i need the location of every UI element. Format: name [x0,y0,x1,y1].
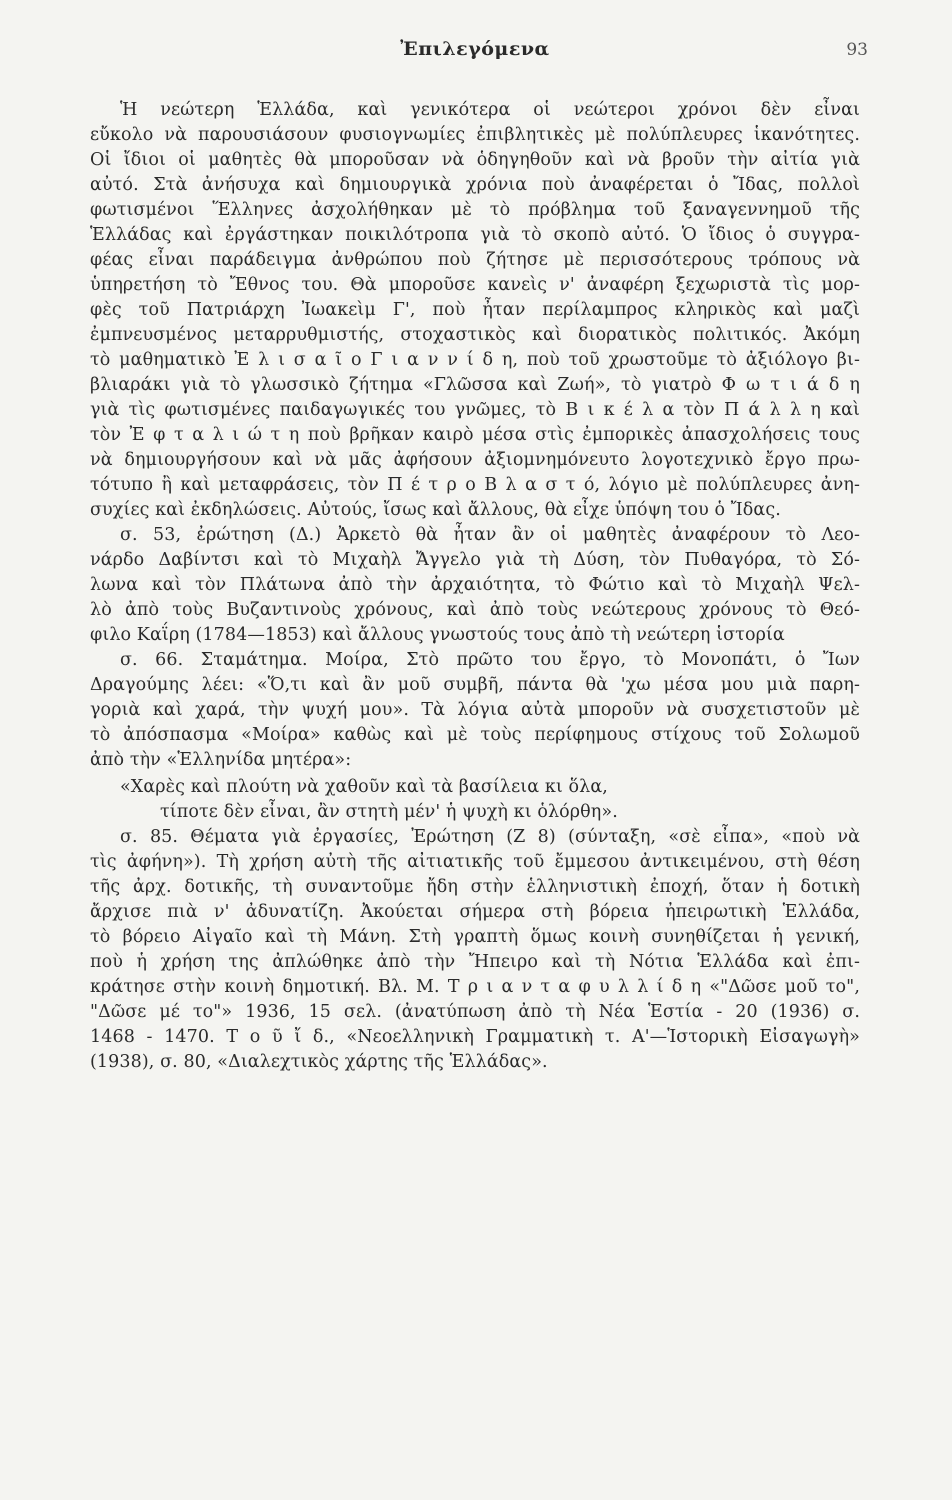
text-line: φέας εἶναι παράδειγμα ἀνθρώπου ποὺ ζήτησε μὲ περισσότερους τρόπους νὰ [90,250,860,270]
text-line: "Δῶσε μέ το"» 1936, 15 σελ. (ἀνατύπωση ἀπὸ τὴ Νέα Ἑστία - 20 (1936) σ. [90,1002,860,1022]
text-line: συχίες καὶ ἐκδηλώσεις. Αὐτούς, ἴσως καὶ ἄλλους, θὰ εἶχε ὑπόψη του ὁ Ἴδας. [90,500,781,520]
text-line: λωνα καὶ τὸν Πλάτωνα ἀπὸ τὴν ἀρχαιότητα, τὸ Φώτιο καὶ τὸ Μιχαὴλ Ψελ- [90,575,860,595]
text-line: Οἱ ἴδιοι οἱ μαθητὲς θὰ μποροῦσαν νὰ ὁδηγηθοῦν καὶ νὰ βροῦν τὴν αἰτία γιὰ [90,150,860,170]
text-line: τὸ βόρειο Αἰγαῖο καὶ τὴ Μάνη. Στὴ γραπτὴ ὅμως κοινὴ συνηθίζεται ἡ γενική, [90,927,860,947]
text-line: φὲς τοῦ Πατριάρχη Ἰωακεὶμ Γ', ποὺ ἦταν περίλαμπρος κληρικὸς καὶ μαζὶ [90,300,860,320]
text-line: βλιαράκι γιὰ τὸ γλωσσικὸ ζήτημα «Γλῶσσα καὶ Ζωή», τὸ γιατρὸ Φ ω τ ι ά δ η [90,375,860,395]
text-line: τὸ ἀπόσπασμα «Μοίρα» καθὼς καὶ μὲ τοὺς περίφημους στίχους τοῦ Σολωμοῦ [90,725,860,745]
verse-line: «Χαρὲς καὶ πλούτη νὰ χαθοῦν καὶ τὰ βασίλεια κι ὅλα, [120,777,608,797]
verse-line: τίποτε δὲν εἶναι, ἂν στητὴ μέν' ἡ ψυχὴ κι ὁλόρθη». [160,802,618,822]
text-line: αὐτό. Στὰ ἀνήσυχα καὶ δημιουργικὰ χρόνια ποὺ ἀναφέρεται ὁ Ἴδας, πολλοὶ [90,175,860,195]
text-line: ἐμπνευσμένος μεταρρυθμιστής, στοχαστικὸς καὶ διορατικὸς πολιτικός. Ἀκόμη [90,325,860,345]
text-line: τότυπο ἢ καὶ μεταφράσεις, τὸν Π έ τ ρ ο Β λ α σ τ ό, λόγιο μὲ πολύπλευρες ἀνη- [90,475,860,495]
text-line: λὸ ἀπὸ τοὺς Βυζαντινοὺς χρόνους, καὶ ἀπὸ τοὺς νεώτερους χρόνους τὸ Θεό- [90,600,860,620]
text-line: (1938), σ. 80, «Διαλεχτικὸς χάρτης τῆς Ἑλλάδας». [90,1052,548,1072]
text-line: τὸν Ἐ φ τ α λ ι ώ τ η ποὺ βρῆκαν καιρὸ μέσα στὶς ἐμπορικὲς ἀπασχολήσεις τους [90,425,860,445]
text-line: ἄρχισε πιὰ ν' ἀδυνατίζη. Ἀκούεται σήμερα στὴ βόρεια ἠπειρωτικὴ Ἑλλάδα, [90,902,860,922]
text-line: εὔκολο νὰ παρουσιάσουν φυσιογνωμίες ἐπιβλητικὲς μὲ πολύπλευρες ἱκανότητες. [90,125,860,145]
text-line: κράτησε στὴν κοινὴ δημοτική. Βλ. Μ. Τ ρ ι α ν τ α φ υ λ λ ί δ η «"Δῶσε μοῦ το", [90,977,860,997]
text-line: τὶς ἀφήνη»). Τὴ χρήση αὐτὴ τῆς αἰτιατικῆς τοῦ ἔμμεσου ἀντικειμένου, στὴ θέση [90,852,860,872]
text-line: Ἑλλάδας καὶ ἐργάστηκαν ποικιλότροπα γιὰ τὸ σκοπὸ αὐτό. Ὁ ἴδιος ὁ συγγρα- [90,225,860,245]
page-header [90,38,868,68]
text-line: 1468 - 1470. Τ ο ῦ ἴ δ., «Νεοελληνικὴ Γραμματικὴ τ. Α'—Ἱστορικὴ Εἰσαγωγὴ» [90,1027,860,1047]
text-line: ἀπὸ τὴν «Ἑλληνίδα μητέρα»: [90,750,352,770]
text-line: φιλο Καΐρη (1784—1853) καὶ ἄλλους γνωστούς τους ἀπὸ τὴ νεώτερη ἱστορία [90,625,785,645]
text-line: σ. 53, ἐρώτηση (Δ.) Ἀρκετὸ θὰ ἦταν ἂν οἱ μαθητὲς ἀναφέρουν τὸ Λεο- [120,525,860,545]
text-line: νάρδο Δαβίντσι καὶ τὸ Μιχαὴλ Ἄγγελο γιὰ τὴ Δύση, τὸν Πυθαγόρα, τὸ Σό- [90,550,860,570]
text-line: ὑπηρετήση τὸ Ἔθνος του. Θὰ μποροῦσε κανεὶς ν' ἀναφέρη ξεχωριστὰ τὶς μορ- [90,275,860,295]
text-line: φωτισμένοι Ἕλληνες ἀσχολήθηκαν μὲ τὸ πρόβλημα τοῦ ξαναγεννημοῦ τῆς [90,200,860,220]
text-line: σ. 66. Σταμάτημα. Μοίρα, Στὸ πρῶτο του ἔργο, τὸ Μονοπάτι, ὁ Ἴων [120,650,860,670]
text-line: τὸ μαθηματικὸ Ἐ λ ι σ α ῖ ο Γ ι α ν ν ί δ η, ποὺ τοῦ χρωστοῦμε τὸ ἀξιόλογο βι- [90,350,860,370]
body-text [90,98,860,1075]
text-line: γιὰ τὶς φωτισμένες παιδαγωγικές του γνῶμες, τὸ Β ι κ έ λ α τὸν Π ά λ λ η καὶ [90,400,860,420]
text-line: Δραγούμης λέει: «Ὅ,τι καὶ ἂν μοῦ συμβῆ, πάντα θὰ 'χω μέσα μου μιὰ παρη- [90,675,860,695]
page-number: 93 [846,40,868,60]
text-line: σ. 85. Θέματα γιὰ ἐργασίες, Ἐρώτηση (Ζ 8) (σύνταξη, «σὲ εἶπα», «ποὺ νὰ [120,827,860,847]
running-title: Ἐπιλεγόμενα [400,38,550,60]
text-line: νὰ δημιουργήσουν καὶ νὰ μᾶς ἀφήσουν ἀξιομνημόνευτο λογοτεχνικὸ ἔργο πρω- [90,450,860,470]
text-line: τῆς ἀρχ. δοτικῆς, τὴ συναντοῦμε ἤδη στὴν ἑλληνιστικὴ ἐποχή, ὅταν ἡ δοτικὴ [90,877,860,897]
text-line: γοριὰ καὶ χαρά, τὴν ψυχή μου». Τὰ λόγια αὐτὰ μποροῦν νὰ συσχετιστοῦν μὲ [90,700,860,720]
text-line: Ἡ νεώτερη Ἑλλάδα, καὶ γενικότερα οἱ νεώτεροι χρόνοι δὲν εἶναι [120,100,860,120]
text-line: ποὺ ἡ χρήση της ἀπλώθηκε ἀπὸ τὴν Ἤπειρο καὶ τὴ Νότια Ἑλλάδα καὶ ἐπι- [90,952,860,972]
